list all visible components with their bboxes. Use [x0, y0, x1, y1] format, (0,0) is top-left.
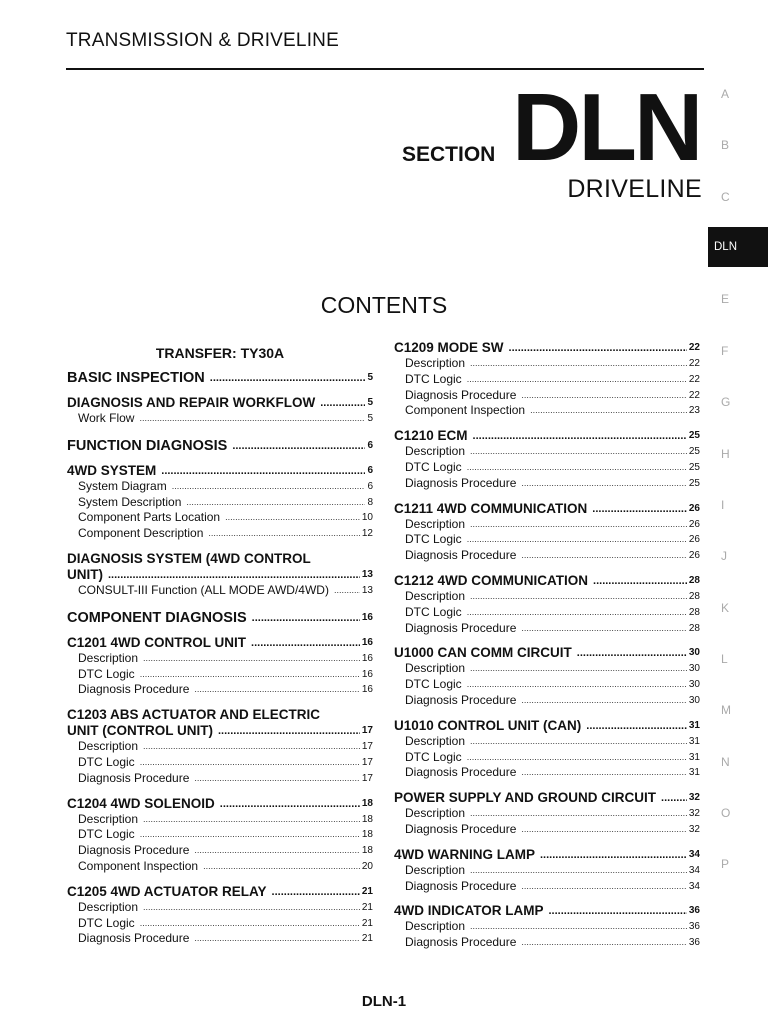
- toc-entry-c1205[interactable]: C1205 4WD ACTUATOR RELAY ..... 21: [67, 884, 373, 900]
- index-tab-h[interactable]: H: [721, 447, 730, 461]
- index-tab-f[interactable]: F: [721, 344, 729, 358]
- toc-subentry[interactable]: DTC Logic ..... 18: [67, 827, 373, 843]
- toc-entry-function-diagnosis[interactable]: FUNCTION DIAGNOSIS ..... 6: [67, 438, 373, 454]
- toc-entry-4wd-warning-lamp[interactable]: 4WD WARNING LAMP ..... 34: [394, 847, 700, 863]
- toc-subentry[interactable]: Diagnosis Procedure ..... 30: [394, 693, 700, 709]
- index-tab-dln-active[interactable]: DLN: [708, 227, 768, 267]
- toc-entry-4wd-system[interactable]: 4WD SYSTEM ..... 6: [67, 463, 373, 479]
- index-tab-p[interactable]: P: [721, 857, 730, 871]
- toc-subentry[interactable]: Description ..... 21: [67, 900, 373, 916]
- toc-entry-c1203-line1[interactable]: C1203 ABS ACTUATOR AND ELECTRIC: [67, 707, 321, 723]
- index-tab-n[interactable]: N: [721, 755, 730, 769]
- index-tab-o[interactable]: O: [721, 806, 731, 820]
- toc-subentry[interactable]: Diagnosis Procedure ..... 18: [67, 843, 373, 859]
- toc-entry-diagnosis-repair-workflow[interactable]: DIAGNOSIS AND REPAIR WORKFLOW ..... 5: [67, 395, 373, 411]
- toc-subentry[interactable]: System Description ..... 8: [67, 495, 373, 511]
- header-title: TRANSMISSION & DRIVELINE: [66, 30, 339, 51]
- index-tab-c[interactable]: C: [721, 190, 730, 204]
- index-tab-l[interactable]: L: [721, 652, 728, 666]
- toc-entry-u1010[interactable]: U1010 CONTROL UNIT (CAN) ..... 31: [394, 718, 700, 734]
- toc-subentry[interactable]: CONSULT-III Function (ALL MODE AWD/4WD) ..... 13: [67, 583, 373, 599]
- toc-entry-power-supply-ground[interactable]: POWER SUPPLY AND GROUND CIRCUIT ..... 32: [394, 790, 700, 806]
- toc-entry-c1211[interactable]: C1211 4WD COMMUNICATION ..... 26: [394, 501, 700, 517]
- toc-subentry[interactable]: DTC Logic ..... 28: [394, 605, 700, 621]
- toc-subentry[interactable]: DTC Logic ..... 25: [394, 460, 700, 476]
- toc-subentry[interactable]: DTC Logic ..... 30: [394, 677, 700, 693]
- toc-subentry[interactable]: Diagnosis Procedure ..... 16: [67, 682, 373, 698]
- toc-entry-u1000[interactable]: U1000 CAN COMM CIRCUIT ..... 30: [394, 645, 700, 661]
- toc-subentry[interactable]: DTC Logic ..... 26: [394, 532, 700, 548]
- toc-subentry[interactable]: Diagnosis Procedure ..... 26: [394, 548, 700, 564]
- toc-subentry[interactable]: Description ..... 18: [67, 812, 373, 828]
- section-code: DLN: [512, 74, 701, 181]
- page-number: DLN-1: [361, 993, 407, 1010]
- toc-entry-c1209[interactable]: C1209 MODE SW ..... 22: [394, 340, 700, 356]
- toc-subentry[interactable]: Component Inspection ..... 20: [67, 859, 373, 875]
- toc-subentry[interactable]: Component Description ..... 12: [67, 526, 373, 542]
- toc-subentry[interactable]: Diagnosis Procedure ..... 22: [394, 388, 700, 404]
- toc-subentry[interactable]: Diagnosis Procedure ..... 21: [67, 931, 373, 947]
- section-name: DRIVELINE: [567, 175, 702, 203]
- section-word: SECTION: [402, 143, 496, 166]
- toc-subentry[interactable]: Diagnosis Procedure ..... 28: [394, 621, 700, 637]
- toc-subentry[interactable]: Description ..... 28: [394, 589, 700, 605]
- toc-entry-diagnosis-system[interactable]: UNIT) ..... 13: [67, 567, 373, 583]
- toc-entry-c1210[interactable]: C1210 ECM ..... 25: [394, 428, 700, 444]
- header-rule: [66, 68, 704, 70]
- toc-subentry[interactable]: System Diagram ..... 6: [67, 479, 373, 495]
- toc-subentry[interactable]: Work Flow ..... 5: [67, 411, 373, 427]
- toc-subentry[interactable]: Diagnosis Procedure ..... 34: [394, 879, 700, 895]
- toc-subentry[interactable]: Diagnosis Procedure ..... 17: [67, 771, 373, 787]
- toc-entry-4wd-indicator-lamp[interactable]: 4WD INDICATOR LAMP ..... 36: [394, 903, 700, 919]
- toc-entry-component-diagnosis[interactable]: COMPONENT DIAGNOSIS ..... 16: [67, 610, 373, 626]
- toc-subentry[interactable]: DTC Logic ..... 16: [67, 667, 373, 683]
- toc-entry-basic-inspection[interactable]: BASIC INSPECTION ..... 5: [67, 370, 373, 386]
- toc-subentry[interactable]: Diagnosis Procedure ..... 36: [394, 935, 700, 951]
- toc-subentry[interactable]: Description ..... 17: [67, 739, 373, 755]
- toc-entry-c1203[interactable]: UNIT (CONTROL UNIT) ..... 17: [67, 723, 373, 739]
- toc-subentry[interactable]: Description ..... 36: [394, 919, 700, 935]
- toc-subentry[interactable]: Diagnosis Procedure ..... 32: [394, 822, 700, 838]
- toc-entry-diagnosis-system-line1[interactable]: DIAGNOSIS SYSTEM (4WD CONTROL: [67, 550, 311, 566]
- contents-title: CONTENTS: [320, 292, 448, 318]
- toc-entry-c1212[interactable]: C1212 4WD COMMUNICATION ..... 28: [394, 573, 700, 589]
- toc-subentry[interactable]: Description ..... 26: [394, 517, 700, 533]
- toc-left-column: [67, 340, 373, 947]
- toc-subentry[interactable]: Description ..... 22: [394, 356, 700, 372]
- index-tab-k[interactable]: K: [721, 601, 730, 615]
- toc-subentry[interactable]: DTC Logic ..... 22: [394, 372, 700, 388]
- index-tab-b[interactable]: B: [721, 138, 730, 152]
- toc-subentry[interactable]: DTC Logic ..... 17: [67, 755, 373, 771]
- toc-subentry[interactable]: Diagnosis Procedure ..... 25: [394, 476, 700, 492]
- toc-subentry[interactable]: Description ..... 25: [394, 444, 700, 460]
- toc-subentry[interactable]: Description ..... 32: [394, 806, 700, 822]
- index-tab-a[interactable]: A: [721, 87, 730, 101]
- index-tab-j[interactable]: J: [721, 549, 727, 563]
- toc-subentry[interactable]: Component Parts Location ..... 10: [67, 510, 373, 526]
- toc-entry-c1201[interactable]: C1201 4WD CONTROL UNIT ..... 16: [67, 635, 373, 651]
- toc-subentry[interactable]: Component Inspection ..... 23: [394, 403, 700, 419]
- toc-subentry[interactable]: DTC Logic ..... 31: [394, 750, 700, 766]
- toc-subentry[interactable]: Description ..... 31: [394, 734, 700, 750]
- toc-group-title: TRANSFER: TY30A: [155, 345, 285, 361]
- toc-subentry[interactable]: Description ..... 34: [394, 863, 700, 879]
- toc-entry-c1204[interactable]: C1204 4WD SOLENOID ..... 18: [67, 796, 373, 812]
- toc-subentry[interactable]: Diagnosis Procedure ..... 31: [394, 765, 700, 781]
- index-tab-g[interactable]: G: [721, 395, 731, 409]
- index-tab-e[interactable]: E: [721, 292, 730, 306]
- index-tab-m[interactable]: M: [721, 703, 731, 717]
- toc-subentry[interactable]: Description ..... 30: [394, 661, 700, 677]
- toc-right-column: [394, 340, 700, 951]
- index-tab-i[interactable]: I: [721, 498, 725, 512]
- toc-subentry[interactable]: DTC Logic ..... 21: [67, 916, 373, 932]
- toc-subentry[interactable]: Description ..... 16: [67, 651, 373, 667]
- section-index-tabs: [708, 0, 768, 1024]
